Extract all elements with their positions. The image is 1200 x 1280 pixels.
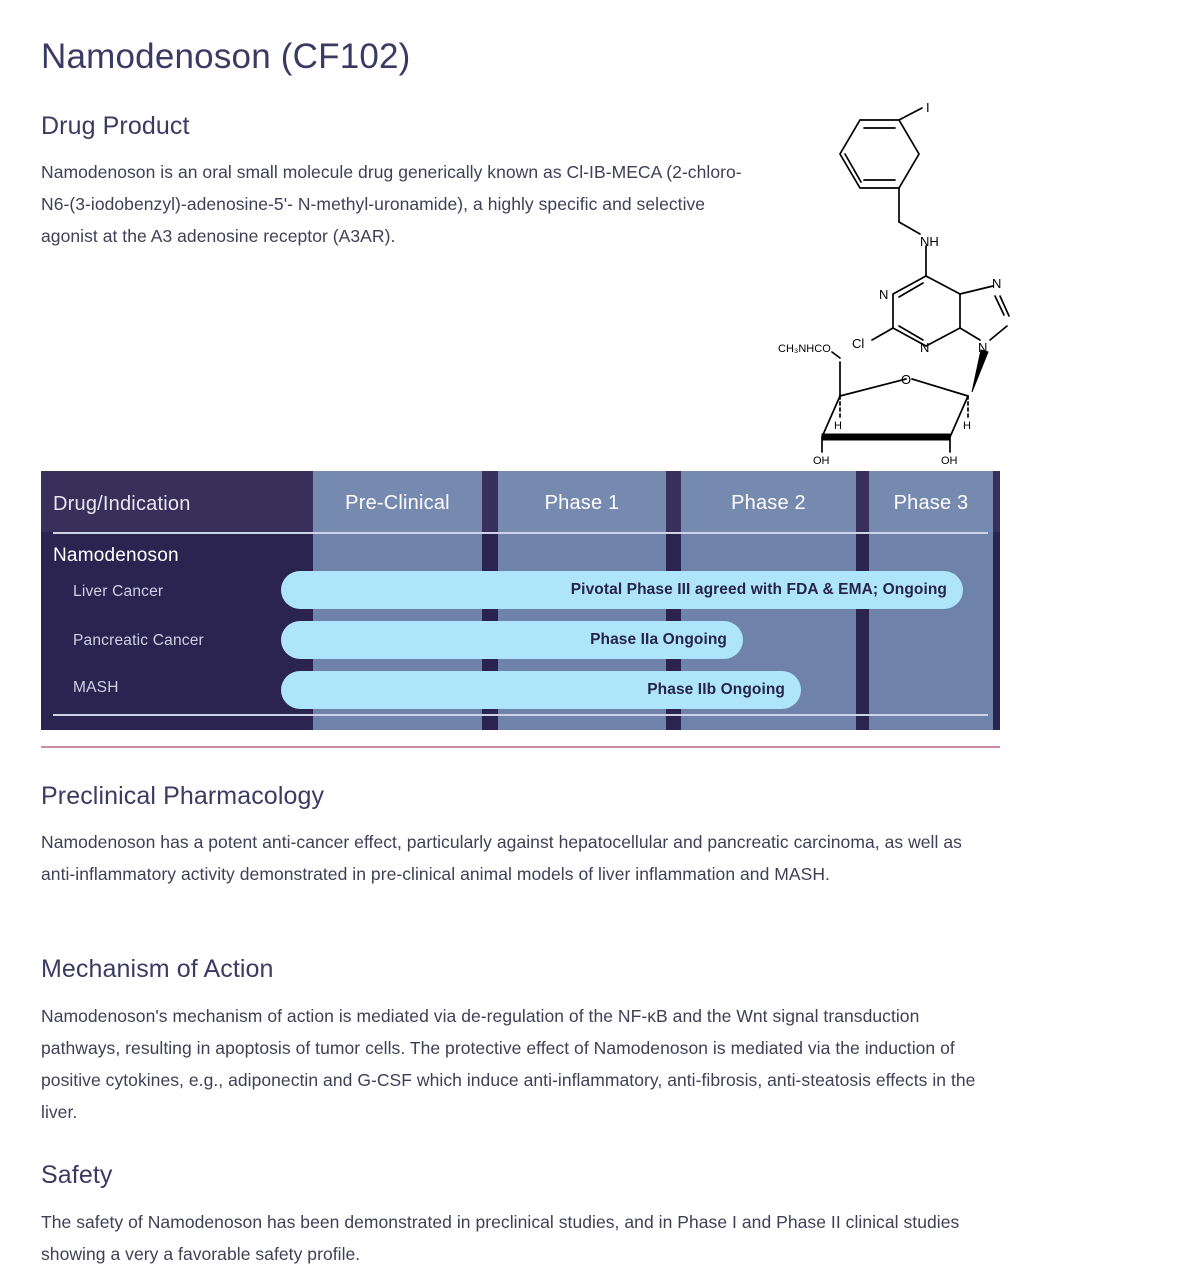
atom-label-iodine: I <box>926 100 930 115</box>
atom-label-n3: N <box>920 340 930 355</box>
section-divider <box>41 746 1000 748</box>
page-title: Namodenoson (CF102) <box>41 37 411 76</box>
pipeline-col-header-phase3: Phase 3 <box>893 492 969 514</box>
atom-label-nh: NH <box>920 234 939 249</box>
preclinical-pharmacology-heading: Preclinical Pharmacology <box>41 782 325 810</box>
safety-paragraph: The safety of Namodenoson has been demonstrated in preclinical studies, and in Phase I and Phase II clinical studies showing a very a favorable safety profile. <box>41 1212 960 1264</box>
atom-label-n9: N <box>978 340 988 355</box>
atom-label-chlorine: Cl <box>852 336 865 351</box>
safety-heading: Safety <box>41 1161 113 1189</box>
atom-label-n7: N <box>992 276 1002 291</box>
pipeline-table <box>41 471 1000 730</box>
drug-product-paragraph: Namodenoson is an oral small molecule drug generically known as Cl-IB-MECA (2-chloro-N6-(3-iodobenzyl)-adenosine-5'- N-methyl-uronamide), a highly specific and selective agonist at the A3 adenosine receptor (A3AR). <box>41 162 742 246</box>
pipeline-col-header-phase1: Phase 1 <box>544 492 620 514</box>
pipeline-col-header-phase2: Phase 2 <box>731 492 806 514</box>
pipeline-drug-name: Namodenoson <box>53 545 179 566</box>
atom-label-ring-oxygen: O <box>901 372 912 387</box>
atom-label-amide: CH₃NHCO <box>778 343 831 355</box>
atom-label-oh-left: OH <box>813 455 830 467</box>
pipeline-indication-mash: MASH <box>73 679 119 696</box>
pipeline-bar-pancreatic-cancer[interactable]: Phase IIa Ongoing <box>281 621 743 659</box>
atom-label-h-right: H <box>963 420 971 432</box>
pipeline-indication-liver-cancer: Liver Cancer <box>73 583 164 600</box>
pipeline-col-header-preclinical: Pre-Clinical <box>345 492 450 514</box>
mechanism-of-action-paragraph: Namodenoson's mechanism of action is mediated via de-regulation of the NF-κB and the Wnt signal transduction pathways, resulting in apoptosis of tumor cells. The protective effect of Namodenoson is mediated via the induction of positive cytokines, e.g., adiponectin and G-CSF which induce anti-inflammatory, anti-fibrosis, anti-steatosis effects in the liver. <box>41 1006 976 1122</box>
mechanism-of-action-heading: Mechanism of Action <box>41 955 274 983</box>
drug-product-heading: Drug Product <box>41 112 190 140</box>
atom-label-n1: N <box>879 287 889 302</box>
chemical-structure-diagram <box>760 100 1045 467</box>
pipeline-indication-pancreatic-cancer: Pancreatic Cancer <box>73 632 204 649</box>
atom-label-oh-right: OH <box>941 455 958 467</box>
pipeline-bar-liver-cancer[interactable]: Pivotal Phase III agreed with FDA & EMA; Ongoing <box>281 571 963 609</box>
pipeline-col-header-drug-indication: Drug/Indication <box>53 493 191 515</box>
atom-label-h-left: H <box>834 420 842 432</box>
preclinical-pharmacology-paragraph: Namodenoson has a potent anti-cancer effect, particularly against hepatocellular and pancreatic carcinoma, as well as anti-inflammatory activity demonstrated in pre-clinical animal models of liver inflammation and MASH. <box>41 832 962 884</box>
pipeline-bar-mash[interactable]: Phase IIb Ongoing <box>281 671 801 709</box>
pipeline-row-labels <box>41 471 313 730</box>
